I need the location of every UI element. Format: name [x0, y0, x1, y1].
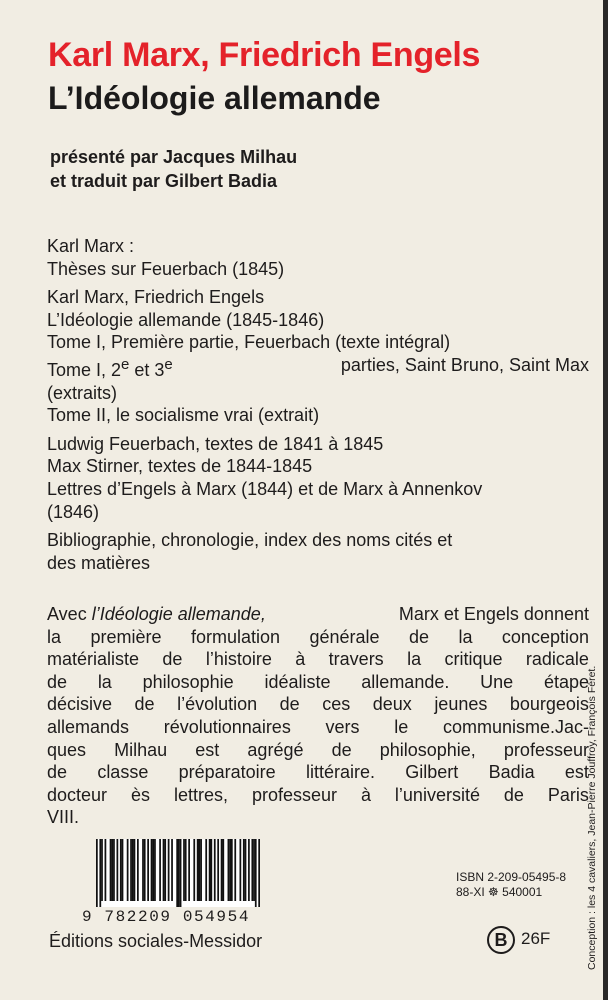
barcode-bar	[105, 839, 107, 901]
contents-line: (1846)	[47, 501, 100, 522]
credit-translator: et traduit par Gilbert Badia	[50, 171, 278, 191]
barcode-bar	[185, 839, 187, 901]
barcode-bar	[248, 839, 250, 901]
barcode-bar	[200, 839, 202, 901]
credits	[50, 145, 297, 193]
barcode-bar	[221, 839, 223, 901]
barcode-bar	[258, 839, 260, 907]
barcode-bar	[154, 839, 156, 901]
tome-one-parts: Tome I, 2e et 3e	[47, 355, 173, 380]
contents-line	[47, 354, 589, 382]
description-line: Avec l’Idéologie allemande, Marx et Engels donnent	[47, 604, 589, 624]
barcode-bar	[245, 839, 247, 901]
barcode-bar	[255, 839, 257, 907]
barcode-bar	[240, 839, 242, 901]
barcode-bar	[176, 839, 178, 907]
description-line: matérialiste de l’histoire à travers la critique radicale	[47, 649, 589, 670]
contents-line: Bibliographie, chronologie, index des noms cités et	[47, 530, 453, 551]
description-line: ques Milhau est agrégé de philosophie, professeur	[47, 739, 589, 760]
publisher: Éditions sociales-Messidor	[49, 931, 263, 951]
contents-line: Tome I, Première partie, Feuerbach (texte intégral)	[47, 332, 451, 353]
barcode-bar	[111, 839, 113, 901]
barcode-bar	[144, 839, 146, 901]
barcode-bar	[164, 839, 166, 901]
description-body	[47, 626, 589, 807]
barcode-bar	[234, 839, 236, 901]
design-credit: Conception : les 4 cavaliers, Jean-Pierre Jouffroy, François Féret.	[586, 665, 598, 970]
contents-line: Tome II, le socialisme vrai (extrait)	[47, 405, 320, 426]
barcode-bar	[122, 839, 124, 901]
barcode	[96, 839, 260, 907]
barcode-bar	[209, 839, 211, 901]
isbn-block	[456, 870, 566, 900]
contents-group-texts	[47, 433, 592, 523]
barcode-bar	[101, 839, 103, 901]
contents-list	[47, 235, 592, 580]
barcode-bar	[120, 839, 122, 901]
barcode-bar	[229, 839, 231, 901]
contents-group-theses	[47, 235, 592, 280]
barcode-bar	[142, 839, 144, 901]
contents-line: des matières	[47, 552, 151, 573]
authors: Karl Marx, Friedrich Engels	[48, 36, 481, 74]
price-category-badge: B	[487, 926, 515, 954]
barcode-bar	[96, 839, 98, 907]
description-line: de la philosophie idéaliste allemande. Une étape	[47, 671, 589, 692]
barcode-bar	[163, 839, 165, 901]
barcode-bar	[243, 839, 245, 901]
barcode-bar	[159, 839, 161, 901]
barcode-bar	[127, 839, 129, 901]
price: 26F	[521, 929, 551, 948]
barcode-bar	[147, 839, 149, 901]
barcode-bars	[96, 839, 260, 907]
description-line: allemands révolutionnaires vers le communisme.Jac-	[47, 716, 589, 737]
contents-group-ideologie	[47, 286, 592, 427]
barcode-bar	[197, 839, 199, 901]
contents-group-appendix	[47, 529, 592, 574]
contents-line: Ludwig Feuerbach, textes de 1841 à 1845	[47, 433, 384, 454]
barcode-bar	[228, 839, 230, 901]
barcode-bar	[188, 839, 190, 901]
isbn-code-line: 88-XI ☸ 540001	[456, 885, 543, 899]
barcode-bar	[217, 839, 219, 901]
barcode-bar	[151, 839, 153, 901]
barcode-bar	[251, 839, 253, 901]
barcode-bar	[210, 839, 212, 901]
wheel-icon: ☸	[488, 885, 499, 899]
description	[47, 603, 589, 829]
barcode-bar	[180, 839, 182, 907]
barcode-bar	[113, 839, 115, 901]
barcode-bar	[183, 839, 185, 901]
barcode-bar	[178, 839, 180, 907]
description-line: de classe préparatoire littéraire. Gilbert Badia est	[47, 762, 589, 783]
contents-line: Karl Marx, Friedrich Engels	[47, 287, 265, 308]
description-line: la première formulation générale de la conception	[47, 626, 589, 647]
barcode-bar	[132, 839, 134, 901]
barcode-bar	[253, 839, 255, 901]
contents-line: (extraits)	[47, 382, 118, 403]
barcode-bar	[171, 839, 173, 901]
title-italic: l’Idéologie allemande,	[91, 604, 266, 624]
contents-line: Thèses sur Feuerbach (1845)	[47, 258, 285, 279]
barcode-bar	[168, 839, 170, 901]
contents-line: Lettres d’Engels à Marx (1844) et de Marx à Annenkov	[47, 478, 483, 499]
description-opening: Avec l’Idéologie allemande,	[47, 604, 266, 624]
contents-line: Max Stirner, textes de 1844-1845	[47, 456, 313, 477]
barcode-bar	[117, 839, 119, 901]
barcode-bar	[193, 839, 195, 901]
description-line: VIII.	[47, 807, 80, 828]
barcode-bar	[205, 839, 207, 901]
barcode-bar	[137, 839, 139, 901]
barcode-bar	[134, 839, 136, 901]
isbn-number: ISBN 2-209-05495-8	[456, 870, 567, 884]
credit-presenter: présenté par Jacques Milhau	[50, 147, 298, 167]
contents-line: Karl Marx :	[47, 236, 135, 256]
barcode-bar	[110, 839, 112, 901]
tome-one-parts-names: parties, Saint Bruno, Saint Max	[340, 354, 589, 375]
book-title: L’Idéologie allemande	[48, 80, 381, 116]
barcode-bar	[99, 839, 101, 907]
cover-edge	[603, 0, 608, 1000]
barcode-bar	[231, 839, 233, 901]
barcode-bar	[199, 839, 201, 901]
description-line: décisive de l’évolution de ces deux jeunes bourgeois	[47, 694, 589, 715]
barcode-bar	[152, 839, 154, 901]
barcode-number: 9 782209 054954	[82, 908, 251, 926]
contents-line: L’Idéologie allemande (1845-1846)	[47, 309, 325, 330]
description-line: docteur ès lettres, professeur à l’université de Paris	[47, 784, 589, 805]
barcode-bar	[130, 839, 132, 901]
barcode-bar	[214, 839, 216, 901]
barcode-bar	[222, 839, 224, 901]
